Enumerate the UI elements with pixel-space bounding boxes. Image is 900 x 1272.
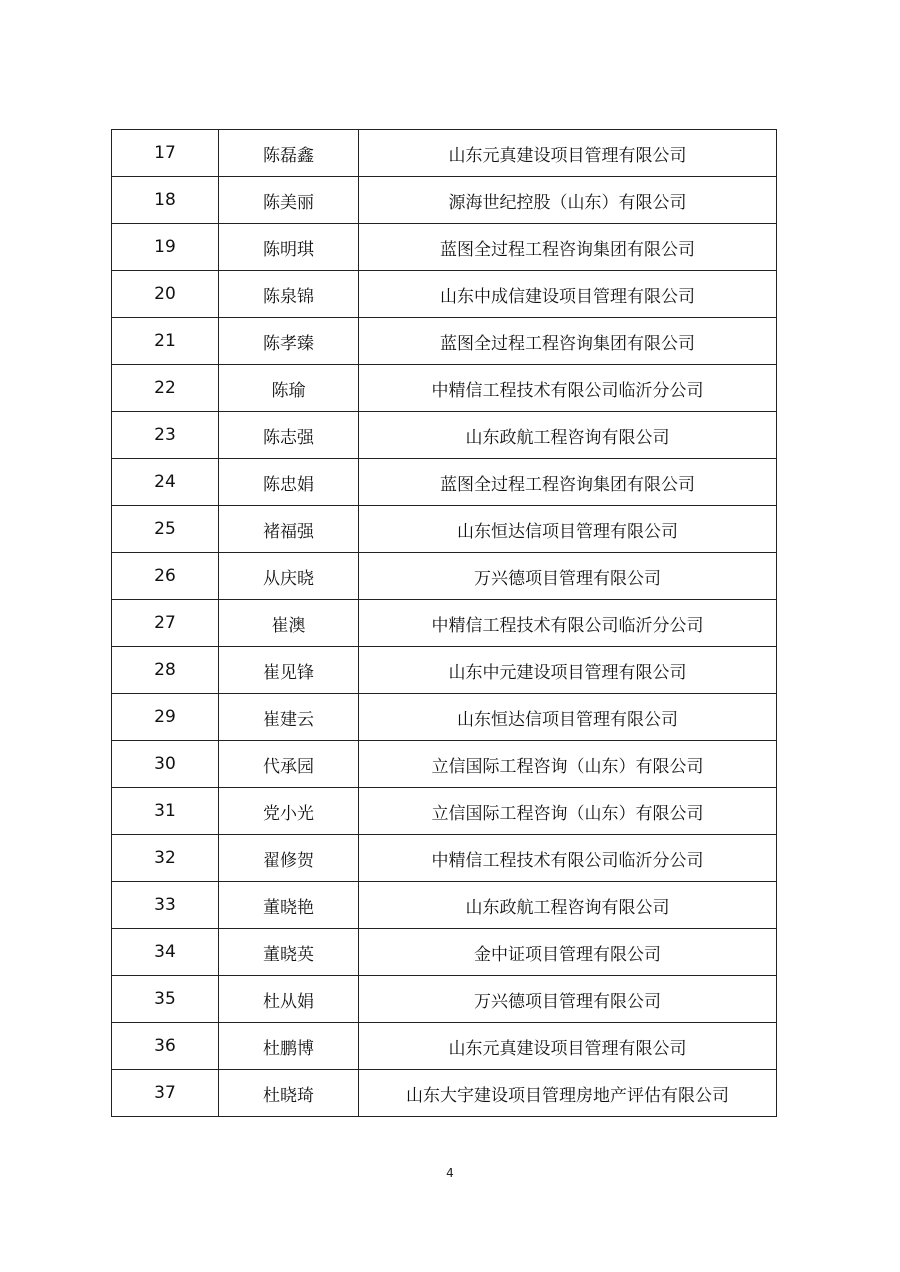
table-row xyxy=(112,271,777,318)
row-number-cell: 17 xyxy=(112,130,219,177)
table-row xyxy=(112,1070,777,1117)
organization-cell: 源海世纪控股（山东）有限公司 xyxy=(359,177,777,224)
organization-cell: 山东大宇建设项目管理房地产评估有限公司 xyxy=(359,1070,777,1117)
table-row xyxy=(112,365,777,412)
roster-table xyxy=(111,129,777,1117)
person-name-cell: 褚福强 xyxy=(219,506,359,553)
row-number-cell: 29 xyxy=(112,694,219,741)
row-number-cell: 20 xyxy=(112,271,219,318)
row-number-cell: 25 xyxy=(112,506,219,553)
table-row xyxy=(112,553,777,600)
person-name-cell: 陈磊鑫 xyxy=(219,130,359,177)
organization-cell: 山东元真建设项目管理有限公司 xyxy=(359,1023,777,1070)
row-number-cell: 33 xyxy=(112,882,219,929)
organization-cell: 山东政航工程咨询有限公司 xyxy=(359,412,777,459)
table-row xyxy=(112,1023,777,1070)
row-number-cell: 22 xyxy=(112,365,219,412)
organization-cell: 山东政航工程咨询有限公司 xyxy=(359,882,777,929)
table-row xyxy=(112,929,777,976)
organization-cell: 立信国际工程咨询（山东）有限公司 xyxy=(359,788,777,835)
row-number-cell: 30 xyxy=(112,741,219,788)
row-number-cell: 23 xyxy=(112,412,219,459)
row-number-cell: 31 xyxy=(112,788,219,835)
person-name-cell: 陈瑜 xyxy=(219,365,359,412)
table-row xyxy=(112,741,777,788)
organization-cell: 万兴德项目管理有限公司 xyxy=(359,976,777,1023)
row-number-cell: 19 xyxy=(112,224,219,271)
organization-cell: 蓝图全过程工程咨询集团有限公司 xyxy=(359,318,777,365)
table-row xyxy=(112,177,777,224)
row-number-cell: 24 xyxy=(112,459,219,506)
organization-cell: 蓝图全过程工程咨询集团有限公司 xyxy=(359,459,777,506)
table-row xyxy=(112,788,777,835)
organization-cell: 中精信工程技术有限公司临沂分公司 xyxy=(359,600,777,647)
person-name-cell: 董晓英 xyxy=(219,929,359,976)
person-name-cell: 陈美丽 xyxy=(219,177,359,224)
row-number-cell: 18 xyxy=(112,177,219,224)
row-number-cell: 37 xyxy=(112,1070,219,1117)
person-name-cell: 杜晓琦 xyxy=(219,1070,359,1117)
table-row xyxy=(112,835,777,882)
row-number-cell: 26 xyxy=(112,553,219,600)
row-number-cell: 32 xyxy=(112,835,219,882)
row-number-cell: 35 xyxy=(112,976,219,1023)
table-row xyxy=(112,976,777,1023)
organization-cell: 中精信工程技术有限公司临沂分公司 xyxy=(359,365,777,412)
page-number: 4 xyxy=(446,1166,454,1180)
organization-cell: 立信国际工程咨询（山东）有限公司 xyxy=(359,741,777,788)
organization-cell: 蓝图全过程工程咨询集团有限公司 xyxy=(359,224,777,271)
table-row xyxy=(112,600,777,647)
person-name-cell: 杜从娟 xyxy=(219,976,359,1023)
person-name-cell: 代承园 xyxy=(219,741,359,788)
person-name-cell: 崔建云 xyxy=(219,694,359,741)
person-name-cell: 崔见锋 xyxy=(219,647,359,694)
table-row xyxy=(112,506,777,553)
row-number-cell: 34 xyxy=(112,929,219,976)
person-name-cell: 杜鹏博 xyxy=(219,1023,359,1070)
table-row xyxy=(112,882,777,929)
organization-cell: 山东恒达信项目管理有限公司 xyxy=(359,694,777,741)
person-name-cell: 党小光 xyxy=(219,788,359,835)
person-name-cell: 陈孝臻 xyxy=(219,318,359,365)
row-number-cell: 36 xyxy=(112,1023,219,1070)
table-row xyxy=(112,224,777,271)
person-name-cell: 董晓艳 xyxy=(219,882,359,929)
person-name-cell: 陈泉锦 xyxy=(219,271,359,318)
organization-cell: 万兴德项目管理有限公司 xyxy=(359,553,777,600)
table-row xyxy=(112,130,777,177)
person-name-cell: 翟修贺 xyxy=(219,835,359,882)
organization-cell: 山东中成信建设项目管理有限公司 xyxy=(359,271,777,318)
table-row xyxy=(112,647,777,694)
person-name-cell: 从庆晓 xyxy=(219,553,359,600)
row-number-cell: 21 xyxy=(112,318,219,365)
table-row xyxy=(112,459,777,506)
person-name-cell: 陈志强 xyxy=(219,412,359,459)
person-name-cell: 陈明琪 xyxy=(219,224,359,271)
organization-cell: 山东中元建设项目管理有限公司 xyxy=(359,647,777,694)
table-row xyxy=(112,694,777,741)
roster-table-body xyxy=(112,130,777,1117)
table-row xyxy=(112,318,777,365)
organization-cell: 中精信工程技术有限公司临沂分公司 xyxy=(359,835,777,882)
person-name-cell: 崔澳 xyxy=(219,600,359,647)
row-number-cell: 28 xyxy=(112,647,219,694)
organization-cell: 金中证项目管理有限公司 xyxy=(359,929,777,976)
person-name-cell: 陈忠娟 xyxy=(219,459,359,506)
row-number-cell: 27 xyxy=(112,600,219,647)
organization-cell: 山东元真建设项目管理有限公司 xyxy=(359,130,777,177)
organization-cell: 山东恒达信项目管理有限公司 xyxy=(359,506,777,553)
table-row xyxy=(112,412,777,459)
